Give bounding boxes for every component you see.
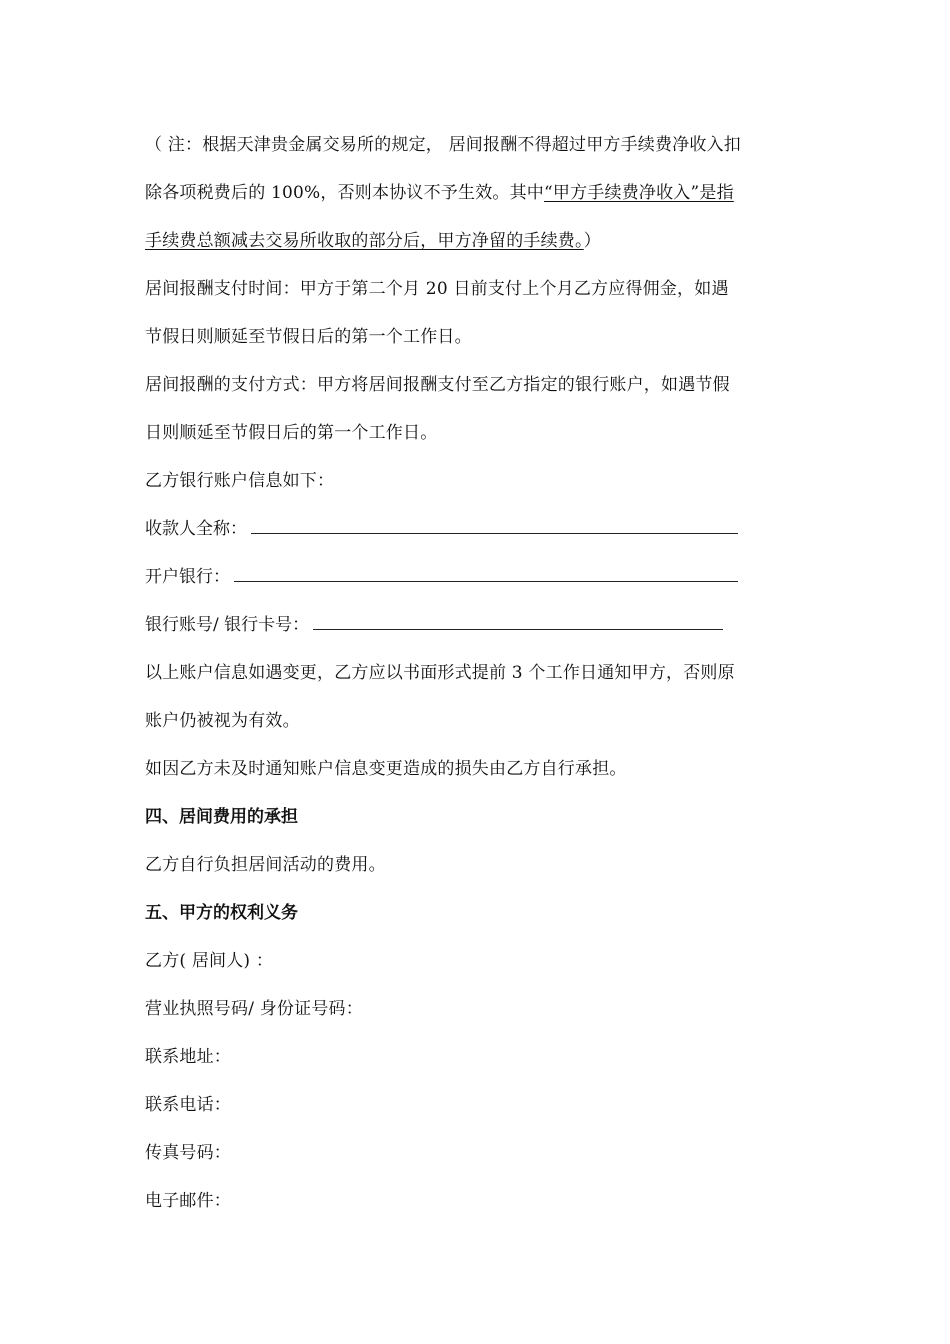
note-line-2 <box>145 169 810 217</box>
payee-label: 收款人全称： <box>145 519 247 539</box>
email-label: 电子邮件： <box>145 1191 231 1211</box>
address-label: 联系地址： <box>145 1047 231 1067</box>
section-4-body: 乙方自行负担居间活动的费用。 <box>145 855 386 875</box>
note-definition-text: 手续费总额减去交易所收取的部分后，甲方净留的手续费。 <box>145 231 584 251</box>
bank-label: 开户银行： <box>145 567 230 587</box>
phone-label: 联系电话： <box>145 1095 231 1115</box>
payment-time-line-1: 居间报酬支付时间：甲方于第二个月 20 日前支付上个月乙方应得佣金，如遇 <box>145 279 729 299</box>
note-line-3 <box>145 217 810 265</box>
account-label: 银行账号/ 银行卡号： <box>145 615 310 635</box>
section-5-title: 五、甲方的权利义务 <box>145 903 298 923</box>
payee-blank-line[interactable] <box>251 519 738 534</box>
account-blank-line[interactable] <box>313 615 723 630</box>
note-close-paren: ） <box>583 231 601 251</box>
party-b-label: 乙方( 居间人) ： <box>145 951 274 971</box>
payment-method-line-2: 日则顺延至节假日后的第一个工作日。 <box>145 423 438 443</box>
section-4-title: 四、居间费用的承担 <box>145 807 298 827</box>
fax-label: 传真号码： <box>145 1143 231 1163</box>
loss-notice: 如因乙方未及时通知账户信息变更造成的损失由乙方自行承担。 <box>145 759 627 779</box>
document-body <box>145 121 810 1225</box>
note-line-2-text: 除各项税费后的 100%，否则本协议不予生效。其中 <box>145 183 545 203</box>
license-number-label: 营业执照号码/ 身份证号码： <box>145 999 363 1019</box>
bank-field-row <box>145 553 810 601</box>
account-field-row <box>145 601 810 649</box>
note-line-1: （ 注：根据天津贵金属交易所的规定， 居间报酬不得超过甲方手续费净收入扣 <box>145 135 742 155</box>
change-notice-line-1: 以上账户信息如遇变更，乙方应以书面形式提前 3 个工作日通知甲方，否则原 <box>145 663 735 683</box>
payee-field-row <box>145 505 810 553</box>
change-notice-line-2: 账户仍被视为有效。 <box>145 711 300 731</box>
note-definition-term: “甲方手续费净收入”是指 <box>544 183 734 203</box>
bank-info-intro: 乙方银行账户信息如下： <box>145 471 335 491</box>
payment-time-line-2: 节假日则顺延至节假日后的第一个工作日。 <box>145 327 472 347</box>
bank-blank-line[interactable] <box>234 567 738 582</box>
payment-method-line-1: 居间报酬的支付方式：甲方将居间报酬支付至乙方指定的银行账户，如遇节假 <box>145 375 730 395</box>
